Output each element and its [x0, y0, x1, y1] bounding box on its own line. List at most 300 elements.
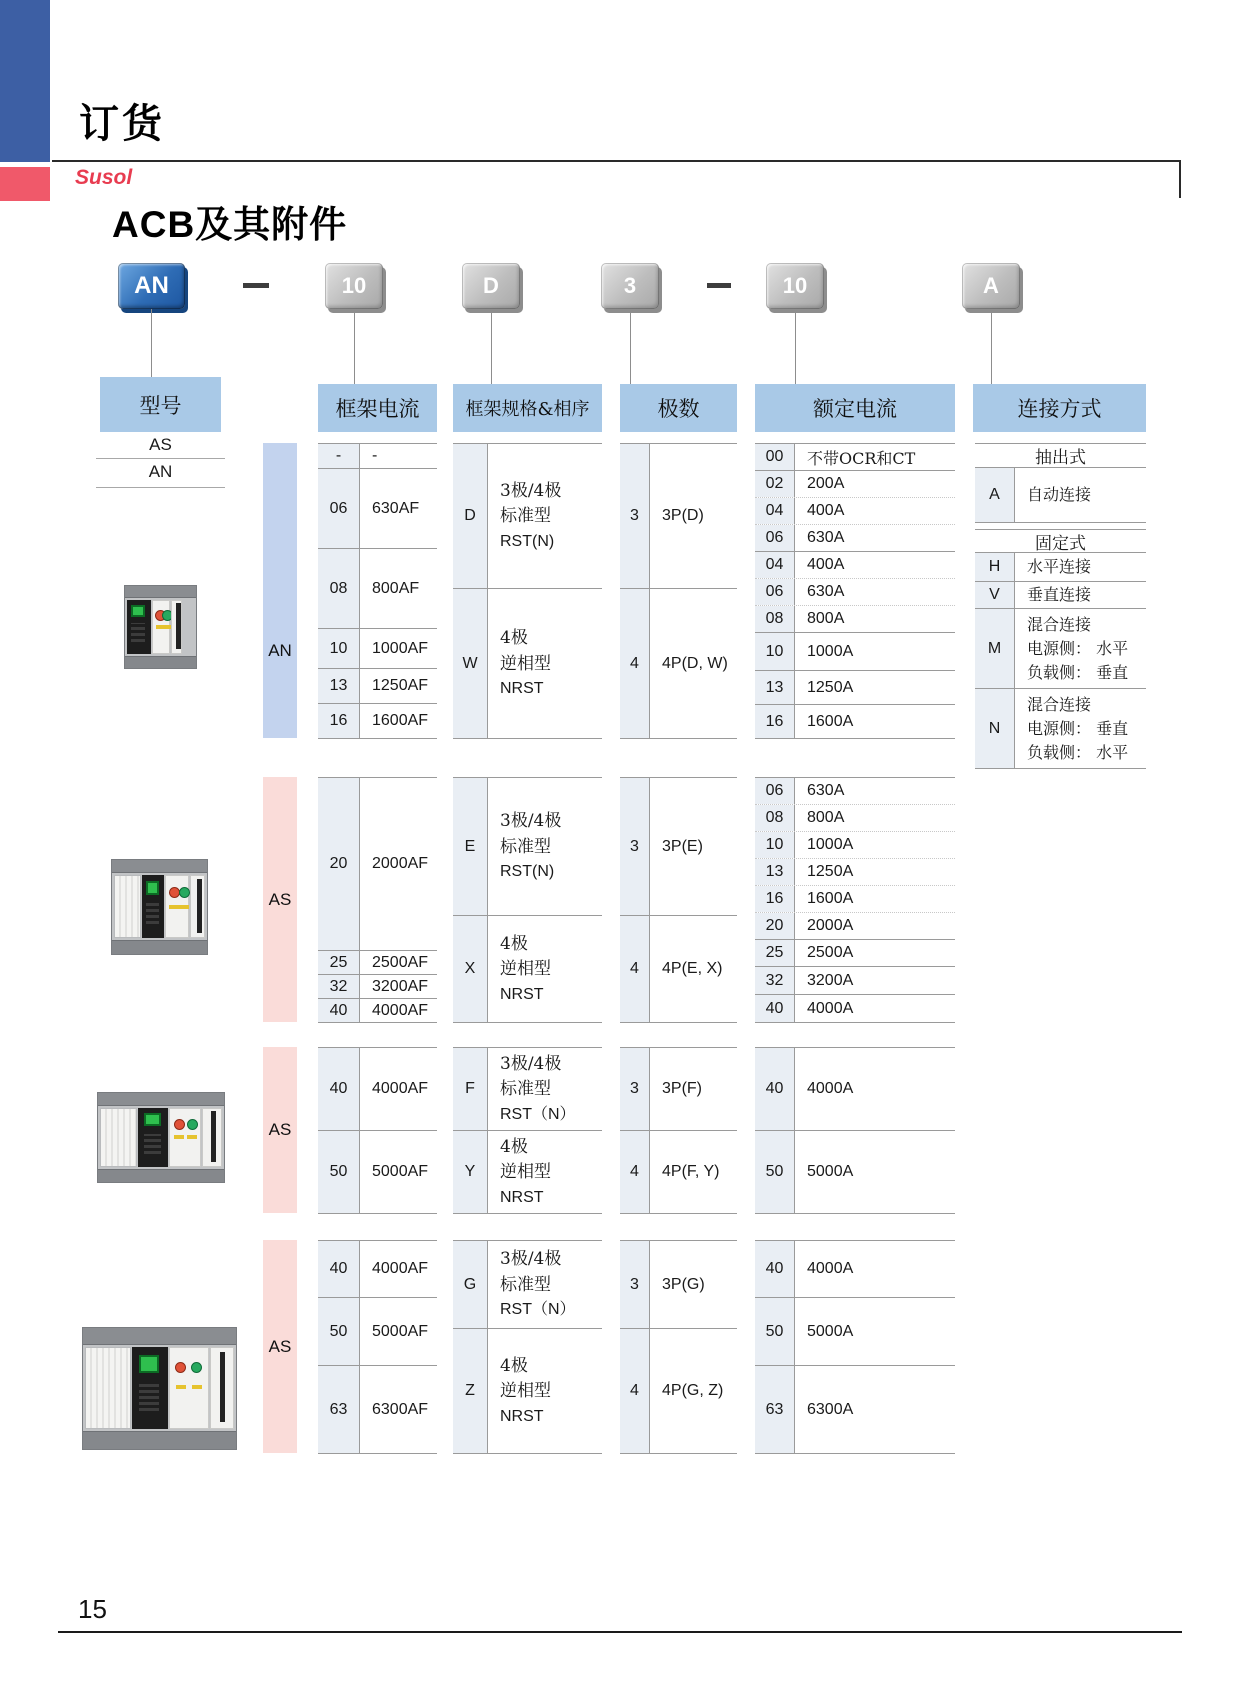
table-row — [453, 778, 602, 916]
value-cell: 4000AF — [372, 1260, 429, 1277]
on-button — [179, 887, 190, 898]
connection-line: 水平连接 — [1027, 557, 1092, 576]
breaker-cap — [98, 1093, 224, 1106]
poles-table-as5000 — [620, 1047, 737, 1214]
breaker-trip-unit — [142, 875, 164, 938]
value-cell — [488, 1131, 602, 1213]
table-row — [975, 582, 1146, 609]
table-row — [453, 444, 602, 589]
code-key-model: AN — [118, 263, 185, 309]
frame-current-table-an — [318, 443, 437, 739]
table-row — [318, 1131, 437, 1214]
group-bar-as — [263, 777, 297, 1022]
table-row — [620, 778, 737, 916]
table-row — [755, 778, 955, 805]
code-cell: 10 — [318, 629, 360, 668]
frame-spec-table-as2000 — [453, 777, 602, 1023]
dash-separator — [243, 283, 269, 288]
page-title: 订货 — [79, 102, 165, 146]
header-rated-current: 额定电流 — [755, 384, 955, 432]
value-cell: 400A — [807, 502, 845, 519]
code-cell: 4 — [620, 1329, 650, 1453]
code-key-rated: 10 — [766, 263, 824, 309]
value-cell: 200A — [807, 475, 845, 492]
table-row — [755, 1131, 955, 1214]
spec-line: 逆相型 — [500, 1381, 551, 1401]
table-row — [318, 1366, 437, 1454]
value-cell: 630AF — [372, 499, 420, 517]
code-cell: D — [453, 444, 488, 588]
table-row — [620, 589, 737, 739]
code-cell: 63 — [755, 1366, 795, 1453]
value-cell: 4000A — [807, 1260, 854, 1277]
breaker-base — [125, 656, 196, 668]
code-cell: 08 — [755, 805, 795, 831]
connection-fixed-header: 固定式 — [975, 529, 1146, 553]
corner-red-bar — [0, 167, 50, 201]
breaker-base — [83, 1431, 236, 1449]
connector-line — [630, 309, 631, 384]
table-row — [755, 552, 955, 579]
value-cell: 2000AF — [372, 855, 429, 872]
breaker-cap — [125, 586, 196, 598]
spec-line: 4极 — [500, 1355, 528, 1376]
connection-table — [975, 443, 1146, 769]
table-row — [755, 1366, 955, 1454]
page-number: 15 — [78, 1594, 107, 1624]
code-cell: 3 — [620, 444, 650, 588]
code-cell: G — [453, 1241, 488, 1328]
code-cell: 06 — [755, 778, 795, 804]
breaker-base — [98, 1169, 224, 1182]
value-cell: 630A — [807, 782, 845, 799]
code-cell: 40 — [318, 1048, 360, 1130]
breaker-base — [112, 940, 207, 954]
value-cell: 2500AF — [372, 953, 429, 971]
table-row — [755, 705, 955, 739]
table-row — [620, 1131, 737, 1214]
table-row — [620, 1241, 737, 1329]
frame-spec-table-an — [453, 443, 602, 739]
value-cell: 5000A — [807, 1163, 854, 1180]
table-row — [453, 1131, 602, 1214]
connection-line: 负载侧： 垂直 — [1027, 662, 1129, 682]
group-label: AN — [268, 641, 292, 660]
indicator — [192, 1385, 202, 1389]
group-label: AS — [268, 1120, 292, 1139]
table-row — [755, 995, 955, 1023]
table-row — [318, 1048, 437, 1131]
code-cell: 32 — [318, 975, 360, 998]
table-row — [755, 671, 955, 705]
value-cell: 6300AF — [372, 1400, 429, 1418]
value-cell: 5000AF — [372, 1163, 429, 1180]
breaker-trip-unit — [138, 1108, 167, 1167]
table-row — [318, 999, 437, 1023]
table-row — [453, 1329, 602, 1454]
indicator — [176, 1385, 186, 1389]
spec-line: 3极/4极 — [500, 480, 562, 501]
table-row — [620, 916, 737, 1023]
code-cell: 10 — [755, 832, 795, 858]
code-key-poles: 3 — [601, 263, 659, 309]
breaker-handle-slot — [171, 600, 182, 654]
table-row — [318, 975, 437, 999]
table-row — [755, 886, 955, 913]
breaker-handle-slot — [210, 1347, 234, 1429]
value-cell: - — [372, 447, 378, 464]
code-cell: 3 — [620, 1048, 650, 1130]
code-cell: 04 — [755, 498, 795, 524]
value-cell — [488, 1329, 602, 1453]
value-cell: 1600A — [807, 890, 854, 907]
value-cell: 2500A — [807, 944, 854, 961]
spec-line: 3极/4极 — [500, 811, 562, 831]
code-cell: N — [975, 689, 1015, 768]
value-cell: 1250A — [807, 863, 854, 880]
connector-line — [795, 309, 796, 384]
code-cell: 40 — [318, 999, 360, 1022]
breaker-arc-chamber — [114, 875, 141, 938]
value-cell: 3P(D) — [662, 507, 704, 524]
keypad — [144, 1134, 161, 1154]
table-row — [975, 468, 1146, 523]
connector-line — [991, 309, 992, 384]
value-cell: 1600A — [807, 712, 854, 730]
code-cell: 40 — [755, 1048, 795, 1130]
value-cell: 1000A — [807, 836, 854, 853]
code-cell: 25 — [755, 940, 795, 966]
breaker-cap — [112, 860, 207, 873]
value-cell — [488, 916, 602, 1022]
code-cell: 63 — [318, 1366, 360, 1453]
code-cell: 02 — [755, 471, 795, 497]
poles-table-as2000 — [620, 777, 737, 1023]
table-row — [755, 633, 955, 671]
breaker-face — [98, 1106, 224, 1169]
value-cell — [1015, 582, 1146, 608]
code-cell: 40 — [318, 1241, 360, 1297]
value-cell: 4000AF — [372, 1080, 429, 1097]
value-cell: 800A — [807, 809, 845, 826]
breaker-face — [112, 873, 207, 940]
connection-line: 电源侧： 垂直 — [1027, 718, 1129, 738]
table-row — [620, 1329, 737, 1454]
value-cell: 2000A — [807, 917, 854, 934]
product-photo-as-breaker-large — [82, 1327, 237, 1450]
code-cell: 3 — [620, 1241, 650, 1328]
value-cell: 800A — [807, 610, 845, 627]
group-label: AS — [268, 889, 292, 909]
code-cell: 25 — [318, 951, 360, 974]
breaker-trip-unit — [132, 1347, 168, 1429]
table-row — [755, 805, 955, 832]
corner-blue-bar — [0, 0, 50, 162]
keypad — [139, 1383, 160, 1411]
value-cell: 1250AF — [372, 677, 429, 694]
brand-logo: Susol — [75, 166, 133, 189]
code-cell: 4 — [620, 916, 650, 1022]
code-cell: 08 — [755, 606, 795, 632]
value-cell: 400A — [807, 556, 845, 573]
breaker-control-panel — [165, 875, 190, 938]
spec-line: 3极/4极 — [500, 1053, 562, 1074]
code-cell: W — [453, 589, 488, 738]
header-model: 型号 — [100, 377, 221, 432]
connection-line: 垂直连接 — [1027, 585, 1092, 604]
product-photo-as-breaker-wide — [97, 1092, 225, 1183]
rated-current-table-as6300 — [755, 1240, 955, 1454]
frame-current-table-as6300 — [318, 1240, 437, 1454]
table-row — [975, 553, 1146, 582]
code-cell: 16 — [755, 886, 795, 912]
code-cell: F — [453, 1048, 488, 1130]
breaker-handle-slot — [190, 875, 205, 938]
table-row — [453, 916, 602, 1023]
frame-spec-table-as5000 — [453, 1047, 602, 1214]
group-bar-as — [263, 1047, 297, 1213]
header-poles: 极数 — [620, 384, 737, 432]
value-cell: 4P(D, W) — [662, 654, 728, 672]
value-cell — [1015, 689, 1146, 768]
spec-line: 逆相型 — [500, 959, 551, 979]
spec-line: RST（N） — [500, 1105, 576, 1123]
poles-table-an — [620, 443, 737, 739]
code-cell: 20 — [755, 913, 795, 939]
code-key-connection: A — [962, 263, 1020, 309]
spec-line: 标准型 — [500, 506, 551, 526]
spec-line: 4极 — [500, 1136, 528, 1157]
code-cell: 04 — [755, 552, 795, 578]
table-row — [755, 1241, 955, 1298]
table-row — [755, 832, 955, 859]
lcd-display — [144, 1113, 161, 1126]
connector-line — [354, 309, 355, 384]
on-button — [191, 1362, 202, 1373]
code-cell: V — [975, 582, 1015, 608]
table-row — [755, 940, 955, 967]
lcd-display — [131, 605, 145, 617]
table-row — [755, 1048, 955, 1131]
value-cell: 3P(E) — [662, 837, 703, 855]
spec-line: RST（N） — [500, 1301, 576, 1318]
table-row — [453, 1241, 602, 1329]
code-cell: 50 — [755, 1298, 795, 1365]
spec-line: 逆相型 — [500, 653, 551, 674]
table-row — [453, 589, 602, 739]
code-cell: 00 — [755, 444, 795, 470]
section-heading: ACB及其附件 — [112, 204, 348, 245]
spec-line: NRST — [500, 1407, 544, 1425]
value-cell: 1000AF — [372, 639, 429, 657]
table-row — [620, 1048, 737, 1131]
value-cell: 不带OCR和CT — [807, 448, 916, 468]
model-option-as: AS — [149, 435, 172, 454]
spec-line: RST(N) — [500, 863, 555, 880]
connection-line: 负载侧： 水平 — [1027, 742, 1129, 762]
value-cell: 1250A — [807, 678, 854, 696]
breaker-cap — [83, 1328, 236, 1345]
value-cell: 3200AF — [372, 977, 429, 995]
header-rule-corner — [1179, 160, 1181, 198]
value-cell: 5000A — [807, 1322, 854, 1340]
table-row — [453, 1048, 602, 1131]
connection-line: 混合连接 — [1027, 694, 1092, 714]
breaker-control-panel — [169, 1347, 209, 1429]
indicator — [187, 1135, 197, 1139]
table-row — [318, 669, 437, 704]
table-row — [975, 609, 1146, 689]
frame-spec-table-as6300 — [453, 1240, 602, 1454]
spec-line: 标准型 — [500, 836, 551, 857]
code-cell: 06 — [755, 525, 795, 551]
group-label: AS — [268, 1336, 292, 1356]
table-row — [755, 1298, 955, 1366]
breaker-control-panel — [152, 600, 170, 654]
code-cell: Y — [453, 1131, 488, 1213]
spec-line: 4极 — [500, 628, 528, 648]
value-cell — [1015, 553, 1146, 581]
code-cell: 4 — [620, 589, 650, 738]
code-cell: 3 — [620, 778, 650, 915]
table-row — [318, 951, 437, 975]
dash-separator — [707, 283, 731, 288]
value-cell: 4000A — [807, 1080, 854, 1097]
header-rule — [52, 160, 1181, 162]
table-row — [755, 967, 955, 995]
product-photo-an-breaker — [124, 585, 197, 669]
spec-line: NRST — [500, 1188, 544, 1206]
on-button — [187, 1119, 198, 1130]
code-cell: 13 — [755, 859, 795, 885]
indicator — [179, 905, 189, 909]
header-connection: 连接方式 — [973, 384, 1146, 432]
table-row — [755, 525, 955, 552]
connection-line: 混合连接 — [1027, 614, 1092, 634]
value-cell: 3P(F) — [662, 1080, 702, 1097]
code-cell: E — [453, 778, 488, 915]
model-option-an: AN — [148, 462, 173, 481]
value-cell: 4P(G, Z) — [662, 1382, 724, 1399]
code-cell: Z — [453, 1329, 488, 1453]
group-bar-as — [263, 1240, 297, 1453]
code-cell: M — [975, 609, 1015, 688]
off-button — [175, 1362, 186, 1373]
value-cell: 4000AF — [372, 1001, 429, 1019]
header-frame-spec: 框架规格&相序 — [453, 384, 602, 432]
value-cell: 4000A — [807, 999, 854, 1017]
code-cell: 40 — [755, 995, 795, 1022]
value-cell: 5000AF — [372, 1322, 429, 1340]
value-cell — [488, 1048, 602, 1130]
breaker-face — [83, 1345, 236, 1431]
value-cell: 4P(F, Y) — [662, 1163, 720, 1180]
connection-drawout-header: 抽出式 — [975, 444, 1146, 468]
table-row — [755, 859, 955, 886]
value-cell: 6300A — [807, 1400, 854, 1418]
code-cell: 50 — [318, 1298, 360, 1365]
value-cell: 1600AF — [372, 712, 429, 729]
table-row — [755, 444, 955, 471]
code-cell: 08 — [318, 549, 360, 628]
value-cell — [488, 778, 602, 915]
code-cell: 50 — [755, 1131, 795, 1213]
rated-current-table-as5000 — [755, 1047, 955, 1214]
frame-current-table-as5000 — [318, 1047, 437, 1214]
keypad — [131, 623, 145, 641]
code-cell: 06 — [318, 469, 360, 548]
value-cell — [1015, 468, 1146, 522]
lcd-display — [139, 1355, 160, 1373]
code-cell: 40 — [755, 1241, 795, 1297]
value-cell: 630A — [807, 583, 845, 600]
value-cell: 800AF — [372, 579, 420, 597]
spec-line: 标准型 — [500, 1079, 551, 1099]
spec-line: RST(N) — [500, 532, 555, 550]
code-cell: 4 — [620, 1131, 650, 1213]
code-cell: X — [453, 916, 488, 1022]
value-cell — [488, 589, 602, 738]
spec-line: 4极 — [500, 933, 528, 954]
spec-line: 标准型 — [500, 1274, 551, 1295]
code-cell: H — [975, 553, 1015, 581]
table-row — [755, 913, 955, 940]
poles-table-as6300 — [620, 1240, 737, 1454]
breaker-trip-unit — [127, 600, 151, 654]
value-cell: 1000A — [807, 642, 854, 660]
code-cell: 13 — [318, 669, 360, 703]
connector-line — [491, 309, 492, 384]
value-cell: 630A — [807, 529, 845, 546]
value-cell — [488, 444, 602, 588]
table-row — [755, 471, 955, 498]
code-cell: 32 — [755, 967, 795, 994]
table-row — [318, 469, 437, 549]
breaker-handle-slot — [202, 1108, 222, 1167]
code-cell: 20 — [318, 778, 360, 950]
divider — [96, 487, 225, 488]
code-key-frame: 10 — [325, 263, 383, 309]
frame-current-table-as2000 — [318, 777, 437, 1023]
connection-line: 自动连接 — [1027, 485, 1092, 504]
keypad — [146, 903, 159, 924]
table-row — [755, 498, 955, 525]
connection-line: 电源侧： 水平 — [1027, 638, 1129, 658]
table-row — [318, 444, 437, 469]
rated-current-table-an — [755, 443, 955, 739]
table-row — [318, 1241, 437, 1298]
code-cell: 50 — [318, 1131, 360, 1213]
table-row — [755, 579, 955, 606]
code-cell: A — [975, 468, 1015, 522]
off-button — [174, 1119, 185, 1130]
value-cell — [488, 1241, 602, 1328]
table-row — [755, 606, 955, 633]
spec-line: 3极/4极 — [500, 1249, 562, 1269]
rated-current-table-as2000 — [755, 777, 955, 1023]
table-row — [318, 704, 437, 739]
breaker-arc-chamber — [100, 1108, 137, 1167]
code-key-spec: D — [462, 263, 520, 309]
table-row — [318, 1298, 437, 1366]
table-row — [318, 778, 437, 951]
table-row — [620, 444, 737, 589]
table-row — [975, 689, 1146, 769]
spec-line: NRST — [500, 985, 544, 1003]
lcd-display — [146, 881, 159, 895]
table-row — [318, 629, 437, 669]
footer-rule — [58, 1631, 1182, 1633]
